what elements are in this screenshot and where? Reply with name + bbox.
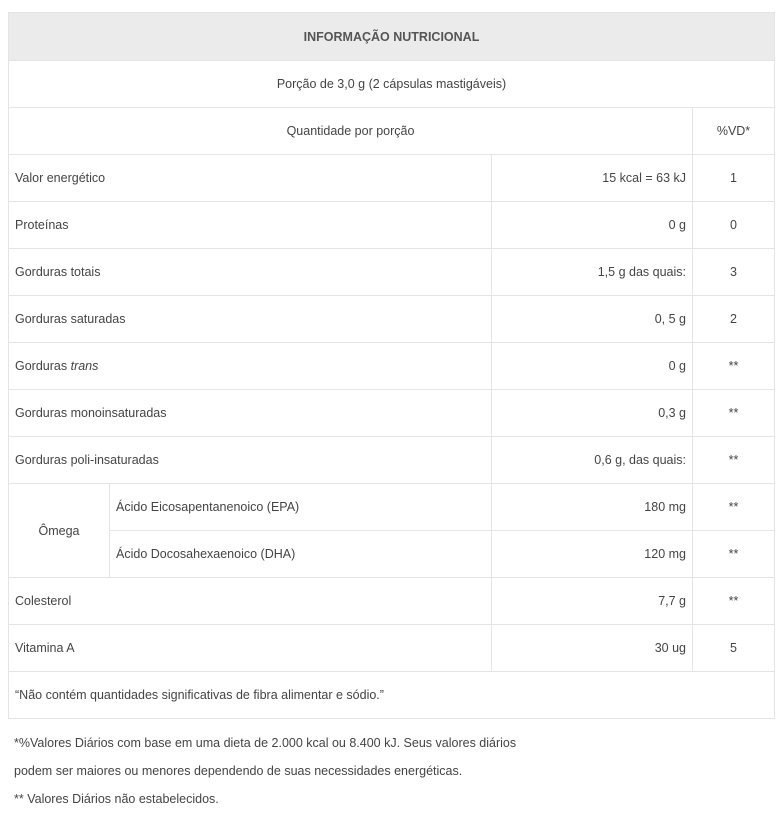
nutrient-name: Vitamina A [9, 625, 492, 672]
table-row [9, 296, 775, 343]
table-row [9, 578, 775, 625]
nutrient-vd: 5 [693, 625, 775, 672]
nutrient-name: Ácido Eicosapentanenoico (EPA) [110, 484, 492, 531]
footnote-line: podem ser maiores ou menores dependendo de suas necessidades energéticas. [14, 764, 463, 778]
nutrient-amount: 15 kcal = 63 kJ [492, 155, 693, 202]
nutrient-name: Proteínas [9, 202, 492, 249]
nutrient-amount: 0,3 g [492, 390, 693, 437]
nutrient-vd: 3 [693, 249, 775, 296]
nutrient-name-prefix: Gorduras [15, 359, 71, 373]
nutrient-name: Valor energético [9, 155, 492, 202]
table-row [9, 343, 775, 390]
nutrient-vd: 2 [693, 296, 775, 343]
nutrient-name-italic: trans [70, 359, 99, 373]
table-row [9, 155, 775, 202]
nutrient-amount: 1,5 g das quais: [492, 249, 693, 296]
table-row [9, 484, 775, 531]
table-row [9, 202, 775, 249]
nutrient-name: Gorduras monoinsaturadas [9, 390, 492, 437]
nutrient-amount: 0 g [492, 202, 693, 249]
nutrient-vd: 1 [693, 155, 775, 202]
nutrient-name: Colesterol [9, 578, 492, 625]
table-row [9, 531, 775, 578]
nutrient-vd: ** [693, 578, 775, 625]
nutrient-vd: 0 [693, 202, 775, 249]
nutrient-amount: 0 g [492, 343, 693, 390]
nutrient-amount: 7,7 g [492, 578, 693, 625]
nutrient-name: Gorduras poli-insaturadas [9, 437, 492, 484]
nutrient-amount: 120 mg [492, 531, 693, 578]
nutrient-amount: 0, 5 g [492, 296, 693, 343]
nutrient-amount: 30 ug [492, 625, 693, 672]
table-note: “Não contém quantidades significativas de fibra alimentar e sódio.” [9, 672, 775, 719]
nutrient-name: Ácido Docosahexaenoico (DHA) [110, 531, 492, 578]
table-row [9, 390, 775, 437]
nutrition-facts [8, 12, 774, 719]
nutrient-amount: 180 mg [492, 484, 693, 531]
nutrient-vd: ** [693, 437, 775, 484]
table-title: INFORMAÇÃO NUTRICIONAL [9, 13, 775, 61]
nutrient-name: Gorduras saturadas [9, 296, 492, 343]
table-row [9, 437, 775, 484]
table-row [9, 249, 775, 296]
quantity-header: Quantidade por porção [9, 108, 693, 155]
nutrient-vd: ** [693, 531, 775, 578]
nutrient-vd: ** [693, 390, 775, 437]
nutrient-vd: ** [693, 484, 775, 531]
nutrient-name [9, 343, 492, 390]
omega-label: Ômega [9, 484, 110, 578]
nutrition-table [8, 12, 775, 719]
nutrient-name: Gorduras totais [9, 249, 492, 296]
nutrient-vd: ** [693, 343, 775, 390]
footnotes [14, 729, 714, 813]
footnote-line: *%Valores Diários com base em uma dieta de 2.000 kcal ou 8.400 kJ. Seus valores diários [14, 736, 517, 750]
portion-size: Porção de 3,0 g (2 cápsulas mastigáveis) [9, 61, 775, 108]
nutrient-amount: 0,6 g, das quais: [492, 437, 693, 484]
table-row [9, 625, 775, 672]
vd-header: %VD* [693, 108, 775, 155]
footnote-line: ** Valores Diários não estabelecidos. [14, 792, 219, 806]
